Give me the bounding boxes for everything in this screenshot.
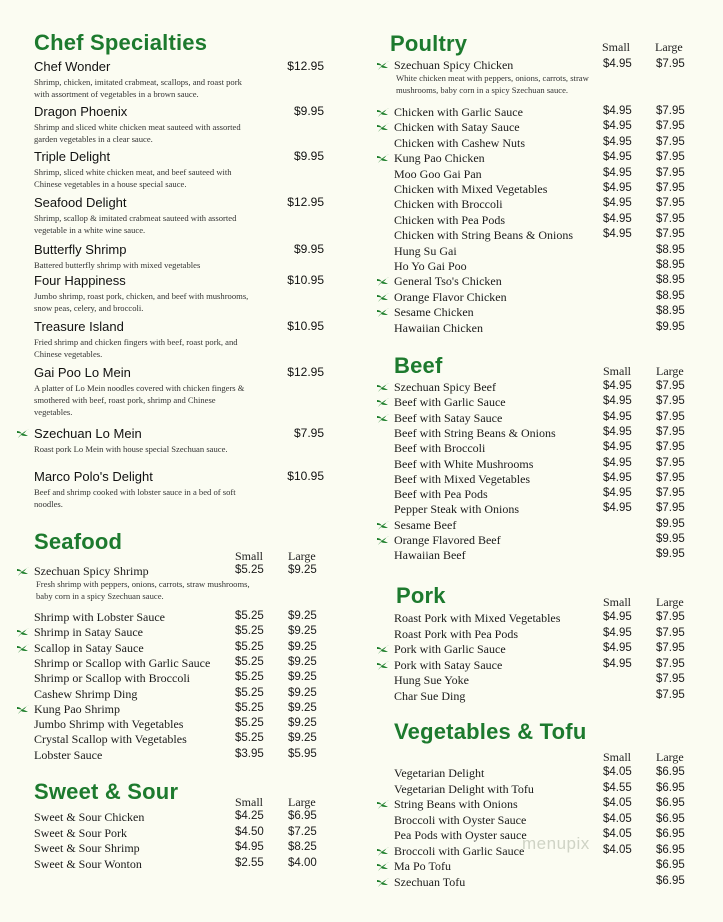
menu-row [0,857,362,873]
price-small: $5.25 [235,717,264,730]
menu-row [362,105,723,121]
menu-row [0,841,362,857]
item-name: Char Sue Ding [394,688,466,703]
menu-row [362,472,723,488]
item-name: General Tso's Chicken [394,274,502,289]
price-large: $7.95 [656,58,685,70]
price-large: $9.95 [656,548,685,561]
menu-row [0,687,362,703]
menu-row [362,290,723,306]
item-name: Triple Delight [34,149,111,164]
item-price: $10.95 [287,469,324,483]
item-name: Chicken with Mixed Vegetables [394,182,548,196]
item-name: Szechuan Spicy Beef [394,380,496,394]
item-name: Roast Pork with Mixed Vegetables [394,611,561,625]
price-small: $4.95 [603,166,632,179]
item-name: Jumbo Shrimp with Vegetables [34,717,184,732]
price-small: $4.95 [603,120,632,133]
item-name: Roast Pork with Pea Pods [394,626,519,641]
pepper-leaf-icon [377,520,390,531]
pepper-leaf-icon [377,122,390,133]
price-large: $6.95 [288,810,317,822]
beef-large-header: Large [656,364,684,378]
pepper-leaf-icon [17,627,30,638]
pepper-leaf-icon [377,846,390,857]
item-name: Pepper Steak with Onions [394,502,519,517]
chef-item [34,59,334,100]
menu-row [0,810,362,826]
item-name: Cashew Shrimp Ding [34,686,138,701]
menu-row [362,875,723,891]
price-large: $9.25 [288,671,317,684]
item-name: Shrimp with Lobster Sauce [34,610,165,624]
item-name: Beef with Satay Sauce [394,410,503,425]
seafood-large-header: Large [288,549,316,563]
pepper-leaf-icon [377,535,390,546]
price-large: $7.95 [656,380,685,392]
price-large: $6.95 [656,781,685,794]
item-name: Szechuan Spicy Shrimp [34,564,149,578]
menu-row [0,702,362,718]
price-small: $3.95 [235,747,264,760]
item-name: Chicken with Satay Sauce [394,120,520,135]
menu-row [0,656,362,672]
price-small: $4.05 [603,812,632,825]
item-name: Sweet & Sour Wonton [34,856,142,871]
item-name: Beef with String Beans & Onions [394,425,556,440]
price-small: $5.25 [235,671,264,684]
price-small: $4.95 [603,228,632,241]
chef-item [34,273,334,314]
item-description: Shrimp, sliced white chicken meat, and beef sauteed with Chinese vegetables in a house special sauce. [34,167,232,189]
price-large: $6.95 [656,766,685,778]
price-large: $7.95 [656,502,685,515]
pepper-leaf-icon [17,643,30,654]
price-small: $4.55 [603,781,632,794]
chef-item [34,426,334,455]
poultry-large-header: Large [655,40,683,54]
item-name: Vegetarian Delight with Tofu [394,781,534,796]
price-large: $7.95 [656,182,685,194]
price-large: $8.95 [656,259,685,271]
poultry-small-header: Small [602,40,631,54]
menu-row [362,182,723,198]
menu-row [362,426,723,442]
price-large: $7.95 [656,212,685,225]
item-description: A platter of Lo Mein noodles covered with chicken fingers & smothered with beef, roast pork, shrimp and Chinese vegetables. [34,383,245,417]
chef-item [34,242,334,271]
menu-row [362,321,723,337]
menu-row [0,671,362,687]
price-large: $9.25 [288,640,317,653]
price-small: $5.25 [235,564,264,576]
price-small: $4.95 [603,212,632,225]
pork-small-header: Small [603,595,632,609]
item-name: Kung Pao Shrimp [34,701,121,716]
item-name: Treasure Island [34,319,124,334]
price-large: $7.95 [656,657,685,670]
item-name: Scallop in Satay Sauce [34,640,144,655]
price-small: $4.95 [603,105,632,117]
price-large: $7.95 [656,425,685,438]
item-name: Shrimp or Scallop with Garlic Sauce [34,655,211,670]
price-large: $6.95 [656,828,685,840]
price-large: $7.95 [656,611,685,623]
item-name: Broccoli with Garlic Sauce [394,843,525,858]
menu-row [362,533,723,549]
price-small: $4.95 [603,425,632,438]
item-name: Vegetarian Delight [394,766,485,780]
price-large: $9.95 [656,517,685,530]
price-small: $4.95 [603,487,632,500]
menu-row [362,441,723,457]
price-small: $4.95 [603,182,632,194]
item-name: Pea Pods with Oyster sauce [394,828,527,842]
pepper-leaf-icon [377,397,390,408]
price-large: $7.95 [656,642,685,654]
pepper-leaf-icon [377,107,390,118]
pepper-leaf-icon [377,292,390,303]
item-name: Gai Poo Lo Mein [34,365,131,380]
item-name: Hawaiian Chicken [394,320,483,335]
menu-row [362,487,723,503]
menu-row [362,305,723,321]
pepper-leaf-icon [377,60,390,71]
price-small: $4.95 [603,395,632,408]
pepper-leaf-icon [377,660,390,671]
price-large: $8.95 [656,289,685,302]
menu-row [362,689,723,705]
section-title-beef: Beef [394,353,443,378]
chef-item [34,319,334,360]
pepper-leaf-icon [377,644,390,655]
item-name: Hawaiian Beef [394,548,466,563]
pepper-leaf-icon [377,799,390,810]
item-price: $9.95 [293,149,324,163]
section-title-poultry: Poultry [390,31,468,56]
item-name: Shrimp in Satay Sauce [34,625,143,640]
chef-item [34,195,334,236]
item-name: Chicken with String Beans & Onions [394,228,573,243]
price-large: $7.95 [656,105,685,117]
watermark-text: menupix [522,834,590,853]
item-description: Roast pork Lo Mein with house special Szechuan sauce. [34,444,228,454]
price-small: $4.50 [235,825,264,838]
pepper-leaf-icon [17,428,30,439]
item-price: $12.95 [287,365,324,379]
price-large: $7.95 [656,197,685,210]
price-large: $6.95 [656,797,685,809]
price-large: $6.95 [656,843,685,856]
item-name: Szechuan Tofu [394,874,466,889]
item-name: Seafood Delight [34,195,127,210]
price-large: $7.95 [656,395,685,408]
item-name: Chicken with Cashew Nuts [394,135,525,150]
item-name: Marco Polo's Delight [34,469,153,484]
price-small: $4.05 [603,766,632,778]
menu-row [362,120,723,136]
price-large: $9.95 [656,533,685,545]
menu-row [0,610,362,626]
item-description: Fresh shrimp with peppers, onions, carrots, straw mushrooms, baby corn in a spicy Szechuan sauce. [36,579,250,601]
item-name: Beef with Garlic Sauce [394,395,506,410]
price-large: $9.25 [288,564,317,576]
menu-row [362,274,723,290]
price-small: $4.95 [603,502,632,515]
menu-row [362,673,723,689]
pepper-leaf-icon [377,153,390,164]
menu-row [362,627,723,643]
item-name: Sesame Beef [394,517,457,532]
item-description: Beef and shrimp cooked with lobster sauce in a bed of soft noodles. [34,487,236,509]
price-large: $6.95 [656,859,685,871]
item-name: Moo Goo Gai Pan [394,166,482,181]
item-name: Beef with Pea Pods [394,487,488,502]
price-large: $7.95 [656,135,685,148]
veg-large-header: Large [656,750,684,764]
item-name: Ho Yo Gai Poo [394,259,467,273]
item-name: Chicken with Broccoli [394,197,503,212]
price-small: $4.95 [603,471,632,484]
item-name: Szechuan Lo Mein [34,426,142,441]
chef-item [34,149,334,190]
price-small: $4.95 [603,380,632,392]
item-name: Shrimp or Scallop with Broccoli [34,671,190,686]
price-small: $4.05 [603,828,632,840]
price-small: $2.55 [235,856,264,869]
price-small: $4.95 [603,456,632,469]
item-description: Fried shrimp and chicken fingers with beef, roast pork, and Chinese vegetables. [34,337,238,359]
price-small: $4.95 [235,841,264,853]
item-price: $10.95 [287,273,324,287]
item-description: Shrimp and sliced white chicken meat sauteed with assorted garden vegetables in a clear sauce. [34,122,241,144]
item-name: Four Happiness [34,273,126,288]
item-price: $12.95 [287,195,324,209]
menu-row [362,782,723,798]
item-name: Orange Flavor Chicken [394,289,507,304]
price-large: $9.25 [288,701,317,714]
chef-item [34,469,334,510]
item-name: Pork with Satay Sauce [394,657,503,672]
price-large: $9.25 [288,625,317,638]
item-name: Hung Sue Yoke [394,673,470,687]
section-title-sweet-sour: Sweet & Sour [34,779,179,804]
beef-small-header: Small [603,364,632,378]
seafood-small-header: Small [235,549,264,563]
menu-row [362,548,723,564]
price-large: $7.95 [656,441,685,454]
price-small: $4.95 [603,151,632,164]
price-large: $7.95 [656,410,685,423]
item-price: $9.95 [293,104,324,118]
price-small: $5.25 [235,610,264,622]
price-small: $5.25 [235,640,264,653]
pepper-leaf-icon [377,877,390,888]
price-small: $5.25 [235,655,264,668]
item-name: Kung Pao Chicken [394,151,485,166]
menu-row [362,859,723,875]
price-large: $9.25 [288,686,317,699]
price-small: $5.25 [235,732,264,745]
item-description: White chicken meat with peppers, onions, carrots, straw mushrooms, baby corn in a spicy Szechuan sauce. [396,73,589,95]
pepper-leaf-icon [377,861,390,872]
price-small: $4.05 [603,843,632,856]
menu-row [362,244,723,260]
price-large: $9.25 [288,610,317,622]
sweet-sour-large-header: Large [288,795,316,809]
item-name: Chicken with Pea Pods [394,212,505,227]
chef-item [34,365,334,418]
price-large: $9.95 [656,320,685,333]
item-price: $9.95 [293,242,324,256]
item-name: Sweet & Sour Chicken [34,810,145,824]
price-large: $7.95 [656,673,685,685]
price-small: $4.95 [603,135,632,148]
menu-row [362,197,723,213]
item-name: Sweet & Sour Shrimp [34,841,140,855]
menu-row [362,395,723,411]
item-description: Shrimp, chicken, imitated crabmeat, scallops, and roast pork with assortment of vegetables in a brown sauce. [34,77,242,99]
price-large: $8.95 [656,243,685,256]
price-large: $4.00 [288,856,317,869]
price-large: $9.25 [288,732,317,745]
item-price: $10.95 [287,319,324,333]
item-name: Chicken with Garlic Sauce [394,105,523,119]
item-price: $7.95 [293,426,324,440]
menu-row [362,658,723,674]
menu-row [0,717,362,733]
price-large: $7.95 [656,626,685,639]
item-description: Battered butterfly shrimp with mixed vegetables [34,260,201,270]
price-large: $7.95 [656,688,685,701]
price-large: $6.95 [656,874,685,887]
price-large: $7.95 [656,120,685,133]
item-name: Sweet & Sour Pork [34,825,127,840]
price-small: $4.95 [603,58,632,70]
price-large: $6.95 [656,812,685,825]
menu-row [362,642,723,658]
chef-item [34,104,334,145]
price-small: $4.95 [603,642,632,654]
menu-row [362,766,723,782]
price-small: $4.95 [603,611,632,623]
item-description: Jumbo shrimp, roast pork, chicken, and beef with mushrooms, snow peas, celery, and broccoli. [34,291,249,313]
item-name: String Beans with Onions [394,797,518,811]
price-large: $7.95 [656,228,685,241]
section-title-seafood: Seafood [34,529,123,554]
price-large: $7.25 [288,825,317,838]
item-name: Dragon Phoenix [34,104,128,119]
item-name: Butterfly Shrimp [34,242,127,257]
price-small: $5.25 [235,686,264,699]
menu-row [362,457,723,473]
price-small: $4.95 [603,441,632,454]
pepper-leaf-icon [377,382,390,393]
section-title-vegetables-tofu: Vegetables & Tofu [394,719,587,744]
menu-row [362,136,723,152]
menu-row [362,380,723,396]
price-small: $4.05 [603,797,632,809]
section-title-chef: Chef Specialties [34,30,208,55]
menu-row [362,518,723,534]
menu-row [362,167,723,183]
price-large: $5.95 [288,747,317,760]
pepper-leaf-icon [377,276,390,287]
menu-row [362,411,723,427]
price-small: $4.95 [603,197,632,210]
menu-row [0,826,362,842]
price-small: $4.95 [603,626,632,639]
menu-row [362,813,723,829]
menu-row [0,748,362,764]
menu-row [0,625,362,641]
price-large: $8.95 [656,305,685,318]
menu-row [362,502,723,518]
item-name: Hung Su Gai [394,243,457,258]
item-name: Orange Flavored Beef [394,533,501,547]
price-large: $8.95 [656,274,685,287]
pepper-leaf-icon [17,566,30,577]
menu-row [362,611,723,627]
price-large: $7.95 [656,151,685,164]
price-large: $7.95 [656,471,685,484]
item-name: Crystal Scallop with Vegetables [34,732,187,747]
sweet-sour-small-header: Small [235,795,264,809]
price-small: $4.95 [603,410,632,423]
price-large: $9.25 [288,655,317,668]
menu-row [362,151,723,167]
menu-row [0,732,362,748]
price-small: $5.25 [235,625,264,638]
item-name: Beef with Mixed Vegetables [394,471,531,486]
item-name: Beef with Broccoli [394,441,486,456]
pepper-leaf-icon [17,704,30,715]
item-name: Ma Po Tofu [394,859,451,873]
item-name: Beef with White Mushrooms [394,456,534,471]
section-title-pork: Pork [396,583,446,608]
menu-row [362,259,723,275]
item-name: Szechuan Spicy Chicken [394,58,514,72]
price-large: $7.95 [656,166,685,179]
menu-row [362,213,723,229]
menu-row [362,797,723,813]
item-description: Shrimp, scallop & imitated crabmeat sauteed with assorted vegetable in a white wine sauce. [34,213,237,235]
pepper-leaf-icon [377,307,390,318]
price-large: $8.25 [288,841,317,853]
menu-row [362,228,723,244]
veg-small-header: Small [603,750,632,764]
item-price: $12.95 [287,59,324,73]
pepper-leaf-icon [377,413,390,424]
item-name: Sesame Chicken [394,305,474,320]
price-small: $4.95 [603,657,632,670]
price-small: $4.25 [235,810,264,822]
price-large: $9.25 [288,717,317,730]
pork-large-header: Large [656,595,684,609]
price-large: $7.95 [656,456,685,469]
item-name: Lobster Sauce [34,747,103,762]
item-name: Pork with Garlic Sauce [394,642,506,656]
item-name: Broccoli with Oyster Sauce [394,812,527,827]
price-small: $5.25 [235,701,264,714]
menu-row [0,641,362,657]
price-large: $7.95 [656,487,685,500]
item-name: Chef Wonder [34,59,111,74]
